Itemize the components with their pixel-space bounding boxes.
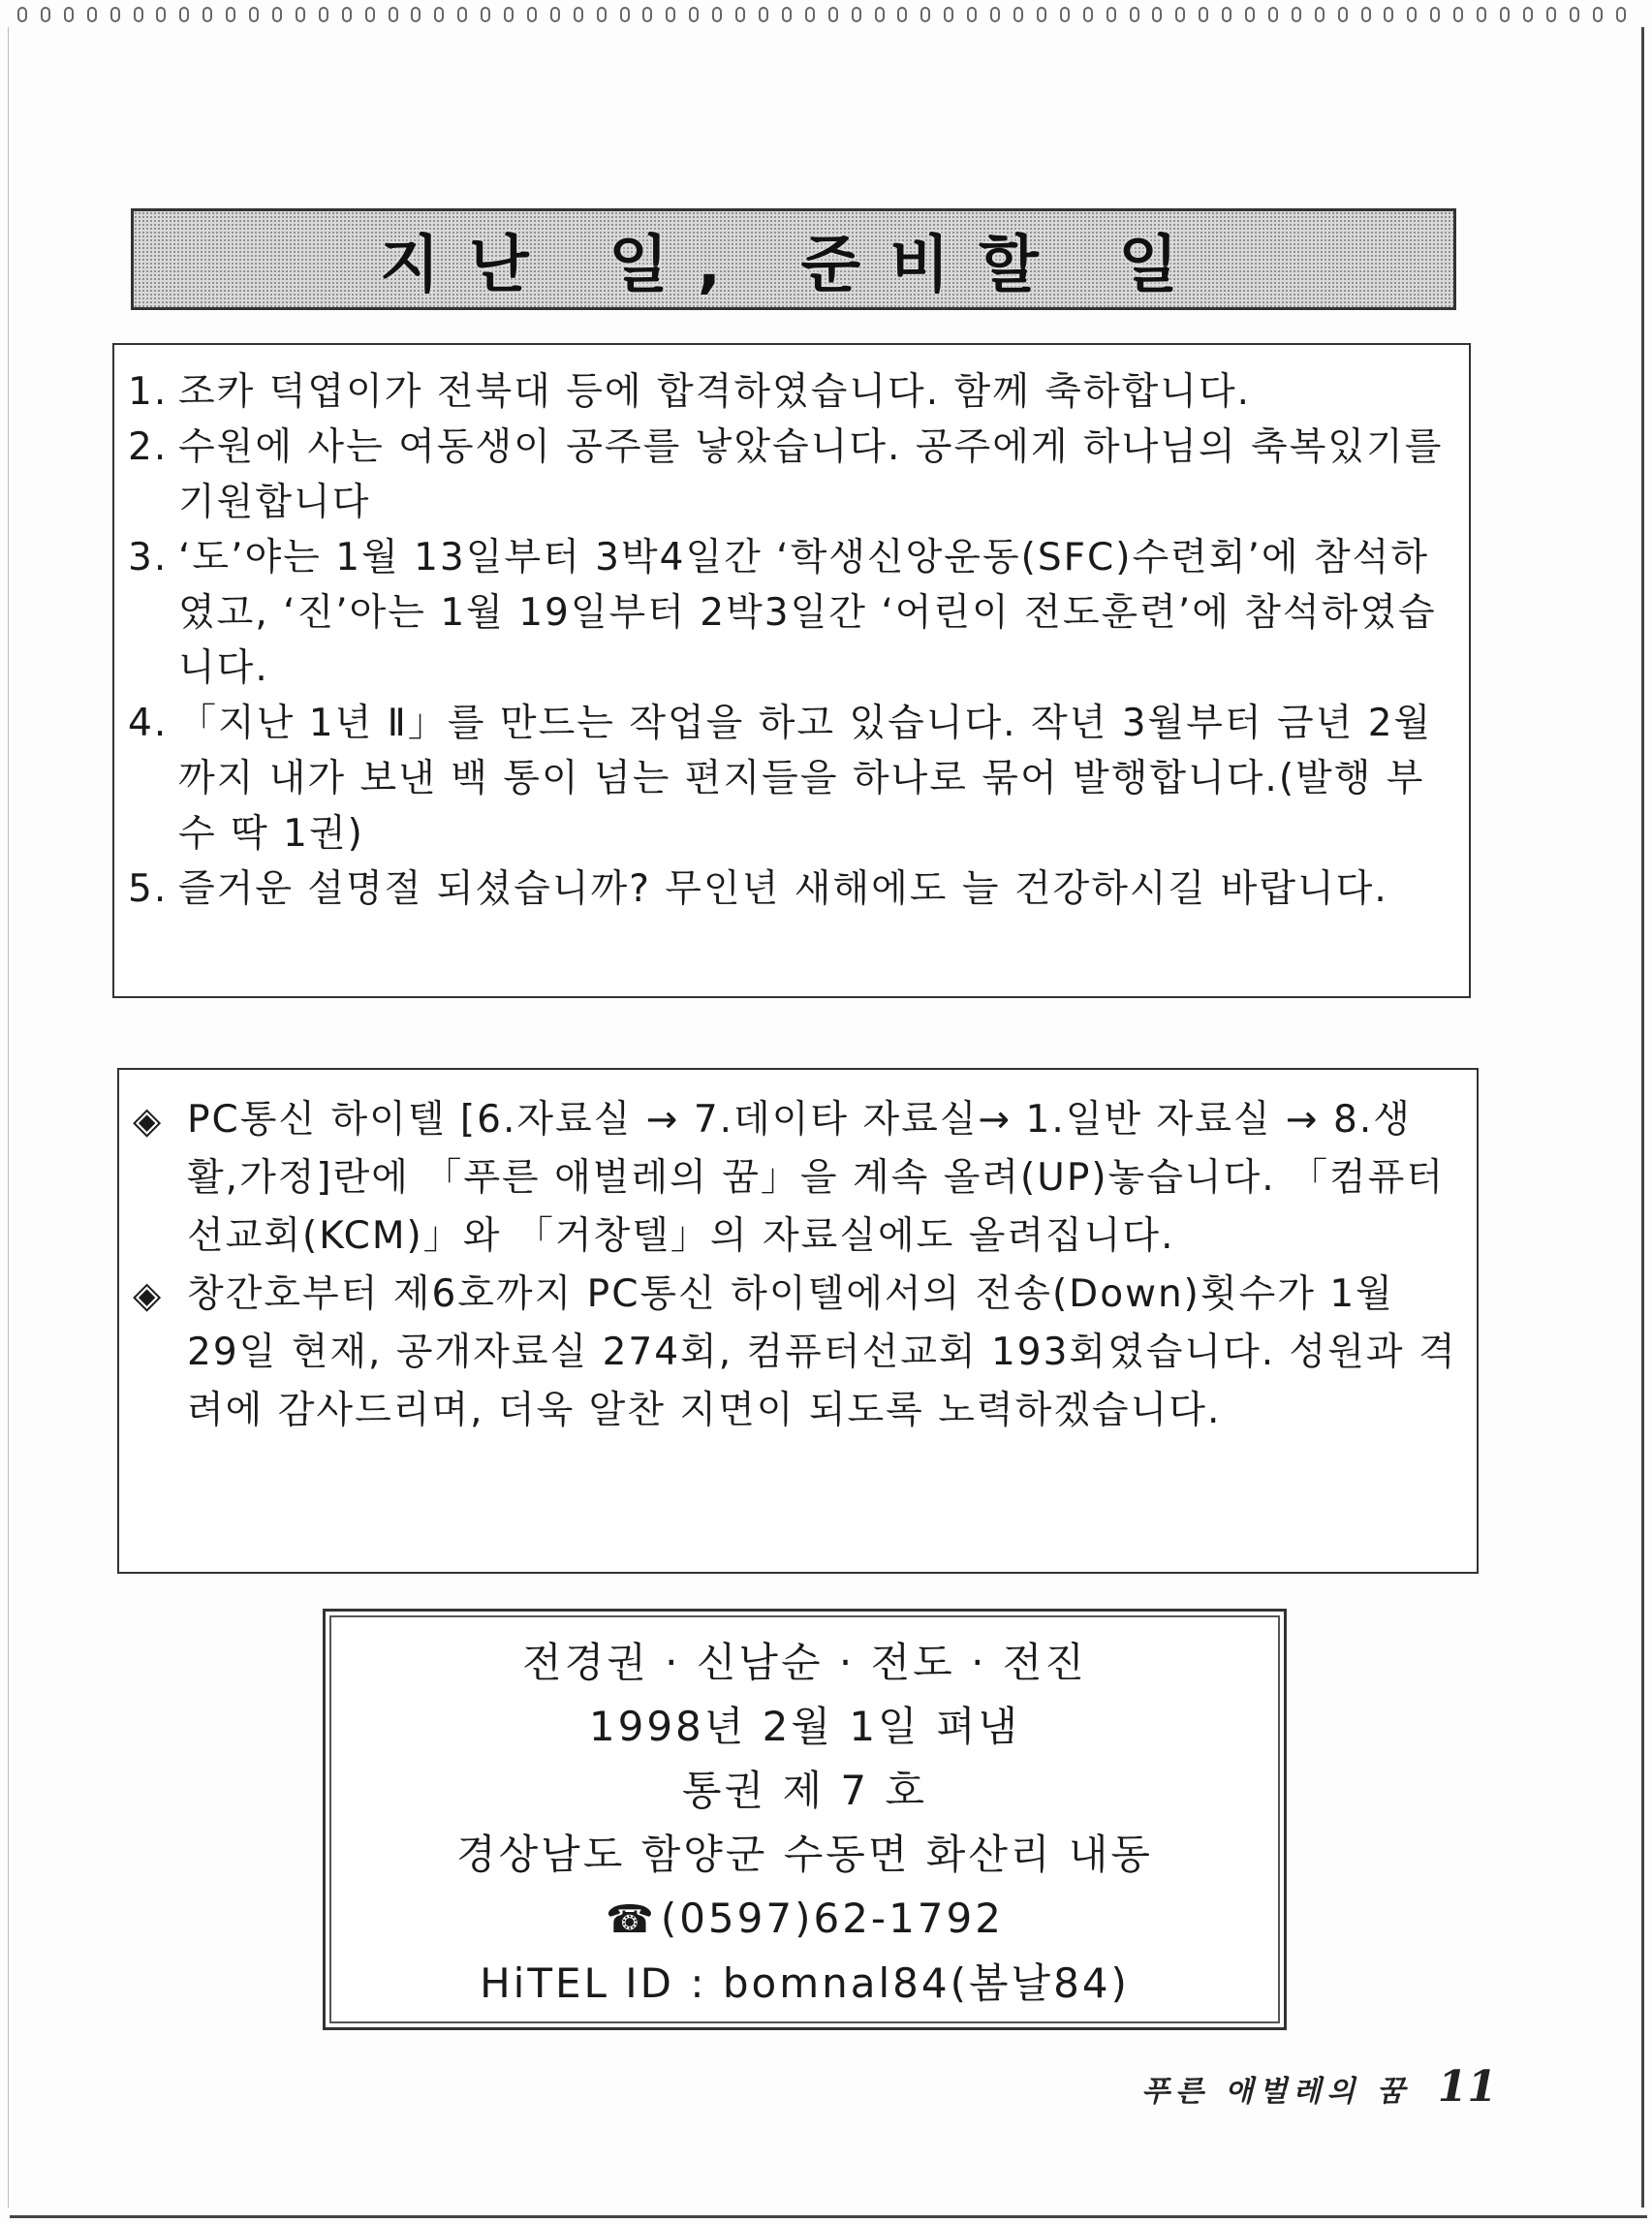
- binding-ring: [1477, 7, 1486, 22]
- binding-ring: [64, 7, 74, 22]
- binding-ring: [457, 7, 467, 22]
- binding-ring: [666, 7, 675, 22]
- news-item-text: ‘도’야는 1월 13일부터 3박4일간 ‘학생신앙운동(SFC)수련회’에 참석하였고, ‘진’아는 1월 19일부터 2박3일간 ‘어린이 전도훈련’에 참석하였습니다.: [178, 536, 1437, 690]
- binding-ring: [1430, 7, 1440, 22]
- binding-ring: [1407, 7, 1417, 22]
- binding-ring: [504, 7, 514, 22]
- binding-ring: [944, 7, 953, 22]
- binding-ring: [689, 7, 699, 22]
- binding-ring: [597, 7, 607, 22]
- binding-ring: [782, 7, 792, 22]
- binding-ring: [1500, 7, 1510, 22]
- page-title: 지난 일, 준비할 일: [380, 229, 1207, 301]
- binding-ring: [1037, 7, 1046, 22]
- binding-ring: [805, 7, 815, 22]
- binding-ring: [296, 7, 305, 22]
- binding-ring: [110, 7, 120, 22]
- binding-ring: [249, 7, 259, 22]
- footer-title: 푸른 애벌레의 꿈: [1141, 2075, 1411, 2109]
- binding-ring: [226, 7, 235, 22]
- binding-ring: [1292, 7, 1301, 22]
- title-banner: [131, 208, 1456, 310]
- colophon-box: [323, 1609, 1287, 2030]
- news-item-number: 2.: [128, 425, 169, 469]
- binding-ring: [156, 7, 166, 22]
- binding-ring: [1222, 7, 1231, 22]
- diamond-bullet-icon: ◈: [133, 1099, 164, 1142]
- binding-ring: [1315, 7, 1325, 22]
- binding-ring: [179, 7, 189, 22]
- binding-ring: [828, 7, 838, 22]
- binding-ring: [1013, 7, 1023, 22]
- binding-ring: [1245, 7, 1255, 22]
- binding-ring: [1361, 7, 1371, 22]
- binding-ring: [735, 7, 745, 22]
- binding-ring: [1616, 7, 1626, 22]
- binding-ring: [550, 7, 560, 22]
- binding-ring: [342, 7, 352, 22]
- phone-icon: ☎: [606, 1897, 657, 1942]
- binding-ring: [1384, 7, 1393, 22]
- news-item: [128, 696, 1448, 861]
- colophon-issue: 통권 제 7 호: [681, 1767, 928, 1814]
- page-footer: [1141, 2062, 1497, 2112]
- binding-ring: [203, 7, 212, 22]
- binding-ring: [990, 7, 1000, 22]
- news-item-text: 즐거운 설명절 되셨습니까? 무인년 새해에도 늘 건강하시길 바랍니다.: [178, 867, 1388, 911]
- binding-ring: [134, 7, 143, 22]
- phone-number: (0597)62-1792: [660, 1895, 1004, 1942]
- news-item-text: 수원에 사는 여동생이 공주를 낳았습니다. 공주에게 하나님의 축복있기를 기원합니다: [178, 425, 1444, 524]
- binding-ring: [527, 7, 537, 22]
- binding-ring: [574, 7, 583, 22]
- binding-ring: [1546, 7, 1556, 22]
- binding-ring: [17, 7, 27, 22]
- news-item-number: 4.: [128, 702, 169, 745]
- colophon-names: 전경권 · 신남순 · 전도 · 전진: [522, 1639, 1087, 1686]
- news-item-text: 「지난 1년 Ⅱ」를 만드는 작업을 하고 있습니다. 작년 3월부터 금년 2월까지 내가 보낸 백 통이 넘는 편지들을 하나로 묶어 발행합니다.(발행 부수 딱 1권): [178, 702, 1433, 856]
- news-box: [112, 343, 1471, 998]
- binding-ring: [875, 7, 885, 22]
- notice-item: [133, 1266, 1457, 1440]
- colophon-date: 1998년 2월 1일 펴냄: [588, 1703, 1021, 1750]
- page-edge-bottom: [10, 2215, 1647, 2218]
- binding-ring: [712, 7, 722, 22]
- news-item: [128, 420, 1448, 530]
- binding-ring: [642, 7, 652, 22]
- news-item: [128, 861, 1448, 917]
- binding-ring: [1083, 7, 1093, 22]
- binding-ring: [1175, 7, 1185, 22]
- binding-ring: [1130, 7, 1139, 22]
- binding-ring: [1453, 7, 1463, 22]
- binding-ring: [1060, 7, 1070, 22]
- binding-ring: [620, 7, 630, 22]
- binding-ring: [481, 7, 490, 22]
- binding-ring: [1570, 7, 1579, 22]
- binding-ring: [967, 7, 977, 22]
- binding-rings: [17, 4, 1626, 25]
- binding-ring: [272, 7, 282, 22]
- news-item-number: 5.: [128, 867, 169, 911]
- binding-ring: [1152, 7, 1162, 22]
- binding-ring: [1338, 7, 1348, 22]
- binding-ring: [319, 7, 328, 22]
- binding-ring: [87, 7, 97, 22]
- binding-ring: [897, 7, 907, 22]
- news-item-number: 1.: [128, 370, 169, 414]
- notice-text: 창간호부터 제6호까지 PC통신 하이텔에서의 전송(Down)횟수가 1월 29일 현재, 공개자료실 274회, 컴퓨터선교회 193회였습니다. 성원과 격려에 감사드리며, 더욱 알찬 지면이 되도록 노력하겠습니다.: [187, 1272, 1457, 1432]
- binding-ring: [434, 7, 444, 22]
- page-edge-right: [1641, 27, 1644, 2208]
- binding-ring: [852, 7, 861, 22]
- colophon-phone: [326, 1887, 1284, 1952]
- colophon-hitel-id: HiTEL ID : bomnal84(봄날84): [480, 1959, 1130, 2007]
- news-item: [128, 530, 1448, 696]
- binding-ring: [1593, 7, 1603, 22]
- page-edge-left: [8, 27, 9, 2208]
- page-number: 11: [1437, 2062, 1497, 2112]
- news-item-text: 조카 덕엽이가 전북대 등에 합격하였습니다. 함께 축하합니다.: [178, 370, 1252, 414]
- notice-box: [117, 1068, 1479, 1574]
- binding-ring: [1523, 7, 1533, 22]
- binding-ring: [759, 7, 768, 22]
- news-item-number: 3.: [128, 536, 169, 579]
- colophon-address: 경상남도 함양군 수동면 화산리 내동: [456, 1831, 1153, 1878]
- binding-ring: [920, 7, 930, 22]
- binding-ring: [1107, 7, 1116, 22]
- binding-ring: [1268, 7, 1278, 22]
- binding-ring: [41, 7, 50, 22]
- notice-text: PC통신 하이텔 [6.자료실 → 7.데이타 자료실→ 1.일반 자료실 → 8.생활,가정]란에 「푸른 애벌레의 꿈」을 계속 올려(UP)놓습니다. 「컴퓨터선교회(KCM)」와 「거창텔」의 자료실에도 올려집니다.: [187, 1098, 1446, 1258]
- news-item: [128, 364, 1448, 420]
- binding-ring: [389, 7, 398, 22]
- binding-ring: [365, 7, 375, 22]
- diamond-bullet-icon: ◈: [133, 1273, 164, 1316]
- notice-item: [133, 1091, 1457, 1266]
- binding-ring: [1199, 7, 1208, 22]
- binding-ring: [411, 7, 421, 22]
